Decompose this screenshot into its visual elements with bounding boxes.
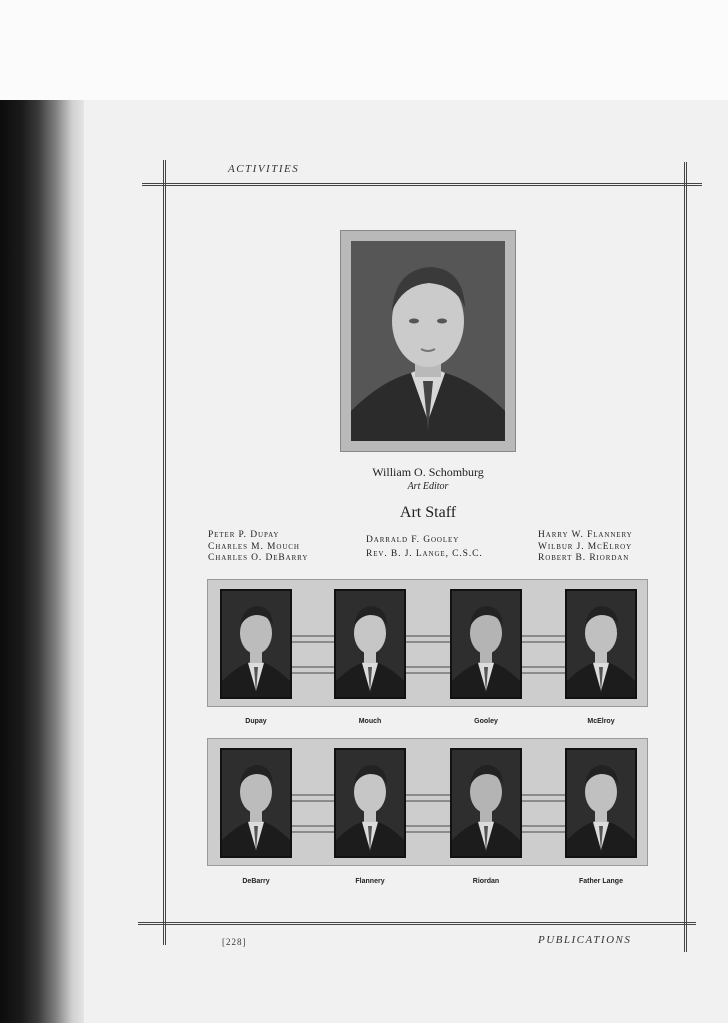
staff-photo-caption: McElroy — [587, 718, 615, 725]
band-divider-rule — [522, 635, 565, 637]
band-divider-rule — [406, 794, 450, 796]
staff-photo — [450, 748, 522, 858]
band-divider-rule — [406, 831, 450, 833]
band-divider-rule — [292, 641, 334, 643]
band-divider-rule — [292, 800, 334, 802]
staff-name: Charles O. DeBarry — [208, 553, 309, 563]
running-head-right: PUBLICATIONS — [538, 934, 632, 946]
editor-role: Art Editor — [407, 481, 449, 492]
band-divider-rule — [406, 635, 450, 637]
staff-photo — [334, 748, 406, 858]
staff-column-2 — [366, 533, 483, 561]
staff-name: Rev. B. J. Lange, C.S.C. — [366, 549, 483, 559]
page-number: [228] — [222, 937, 247, 947]
band-divider-rule — [406, 800, 450, 802]
editor-name: William O. Schomburg — [372, 465, 484, 479]
staff-photo — [450, 589, 522, 699]
staff-name: Robert B. Riordan — [538, 553, 630, 563]
band-divider-rule — [292, 635, 334, 637]
staff-photo-caption: Gooley — [474, 718, 498, 725]
staff-name: Harry W. Flannery — [538, 530, 633, 540]
editor-portrait-photo — [351, 241, 505, 441]
staff-column-1 — [208, 530, 308, 565]
band-divider-rule — [292, 672, 334, 674]
staff-name: Darrald F. Gooley — [366, 535, 460, 545]
staff-photo-caption: Flannery — [355, 878, 385, 885]
band-divider-rule — [406, 825, 450, 827]
band-divider-rule — [522, 641, 565, 643]
band-divider-rule — [292, 825, 334, 827]
frame-top-rule — [142, 183, 702, 186]
band-divider-rule — [292, 794, 334, 796]
staff-photo — [565, 589, 637, 699]
staff-photo-caption: Riordan — [472, 878, 500, 885]
staff-photo — [334, 589, 406, 699]
band-divider-rule — [406, 672, 450, 674]
band-divider-rule — [522, 800, 565, 802]
staff-name: Wilbur J. McElroy — [538, 541, 633, 552]
editor-portrait-frame — [340, 230, 516, 452]
frame-right-rule — [684, 162, 687, 952]
band-divider-rule — [522, 794, 565, 796]
band-divider-rule — [406, 666, 450, 668]
band-divider-rule — [522, 672, 565, 674]
band-divider-rule — [522, 831, 565, 833]
staff-name: Peter P. Dupay — [208, 530, 280, 540]
frame-bottom-rule — [138, 922, 696, 925]
band-divider-rule — [406, 641, 450, 643]
band-divider-rule — [292, 666, 334, 668]
staff-photo — [220, 748, 292, 858]
frame-left-rule — [163, 160, 166, 945]
staff-name: Charles M. Mouch — [208, 541, 300, 552]
staff-photo-caption: Dupay — [245, 718, 267, 725]
staff-photo-caption: Father Lange — [579, 878, 623, 885]
band-divider-rule — [522, 825, 565, 827]
staff-column-3 — [538, 530, 633, 565]
facing-page-top — [0, 0, 728, 100]
book-spine-shadow — [0, 100, 88, 1023]
running-head-left: ACTIVITIES — [228, 163, 300, 175]
band-divider-rule — [522, 666, 565, 668]
staff-photo-caption: Mouch — [358, 718, 382, 725]
staff-photo — [565, 748, 637, 858]
band-divider-rule — [292, 831, 334, 833]
staff-title: Art Staff — [399, 504, 457, 521]
staff-photo — [220, 589, 292, 699]
staff-photo-caption: DeBarry — [242, 878, 270, 885]
